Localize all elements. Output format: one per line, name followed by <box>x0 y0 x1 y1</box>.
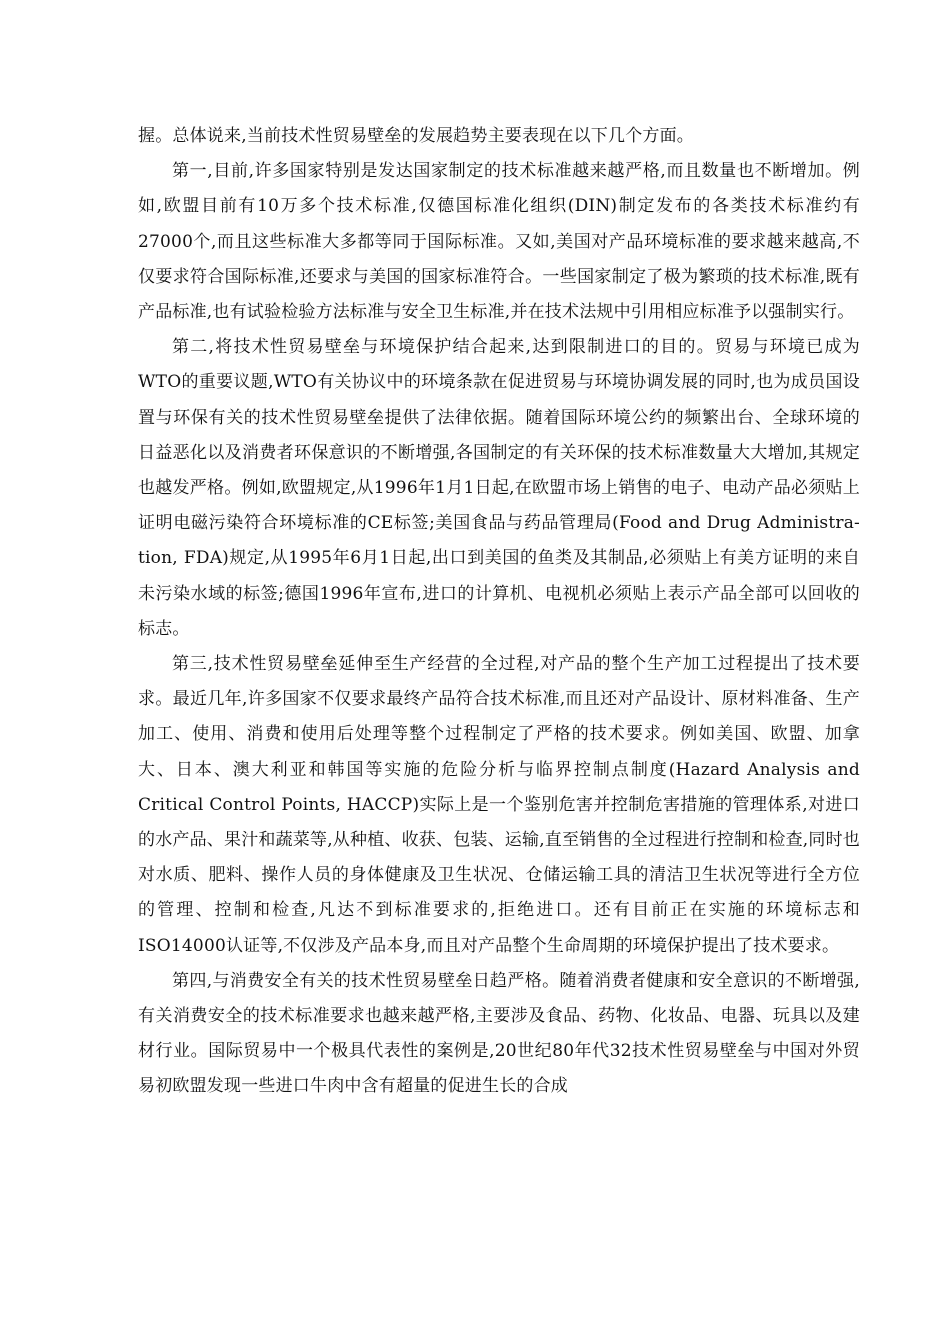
paragraph-continuation: 握。总体说来,当前技术性贸易壁垒的发展趋势主要表现在以下几个方面。 <box>138 126 695 146</box>
paragraph-first-trend: 第一,目前,许多国家特别是发达国家制定的技术标准越来越严格,而且数量也不断增加。例如,欧盟目前有10万多个技术标准,仅德国标准化组织(DIN)制定发布的各类技术标准约有27000个,而且这些标准大多都等同于国际标准。又如,美国对产品环境标准的要求越来越高,不仅要求符合国际标准,还要求与美国的国家标准符合。一些国家制定了极为繁琐的技术标准,既有产品标准,也有试验检验方法标准与安全卫生标准,并在技术法规中引用相应标准予以强制实行。 <box>138 161 860 323</box>
paragraph-fourth-trend: 第四,与消费安全有关的技术性贸易壁垒日趋严格。随着消费者健康和安全意识的不断增强,有关消费安全的技术标准要求也越来越严格,主要涉及食品、药物、化妆品、电器、玩具以及建材行业。国际贸易中一个极具代表性的案例是,20世纪80年代32技术性贸易壁垒与中国对外贸易初欧盟发现一些进口牛肉中含有超量的促进生长的合成 <box>138 970 860 1097</box>
document-body <box>138 119 860 1105</box>
paragraph-second-trend: 第二,将技术性贸易壁垒与环境保护结合起来,达到限制进口的目的。贸易与环境已成为WTO的重要议题,WTO有关协议中的环境条款在促进贸易与环境协调发展的同时,也为成员国设置与环保有关的技术性贸易壁垒提供了法律依据。随着国际环境公约的频繁出台、全球环境的日益恶化以及消费者环保意识的不断增强,各国制定的有关环保的技术标准数量大大增加,其规定也越发严格。例如,欧盟规定,从1996年1月1日起,在欧盟市场上销售的电子、电动产品必须贴上证明电磁污染符合环境标准的CE标签;美国食品与药品管理局(Food and Drug Administra-tion, FDA)规定,从1995年6月1日起,出口到美国的鱼类及其制品,必须贴上有美方证明的来自未污染水域的标签;德国1996年宣布,进口的计算机、电视机必须贴上表示产品全部可以回收的标志。 <box>138 337 860 639</box>
paragraph-third-trend: 第三,技术性贸易壁垒延伸至生产经营的全过程,对产品的整个生产加工过程提出了技术要求。最近几年,许多国家不仅要求最终产品符合技术标准,而且还对产品设计、原材料准备、生产加工、使用、消费和使用后处理等整个过程制定了严格的技术要求。例如美国、欧盟、加拿大、日本、澳大利亚和韩国等实施的危险分析与临界控制点制度(Hazard Analysis and Critical Control Points, HACCP)实际上是一个鉴别危害并控制危害措施的管理体系,对进口的水产品、果汁和蔬菜等,从种植、收获、包装、运输,直至销售的全过程进行控制和检查,同时也对水质、肥料、操作人员的身体健康及卫生状况、仓储运输工具的清洁卫生状况等进行全方位的管理、控制和检查,凡达不到标准要求的,拒绝进口。还有目前正在实施的环境标志和ISO14000认证等,不仅涉及产品本身,而且对产品整个生命周期的环境保护提出了技术要求。 <box>138 654 861 956</box>
